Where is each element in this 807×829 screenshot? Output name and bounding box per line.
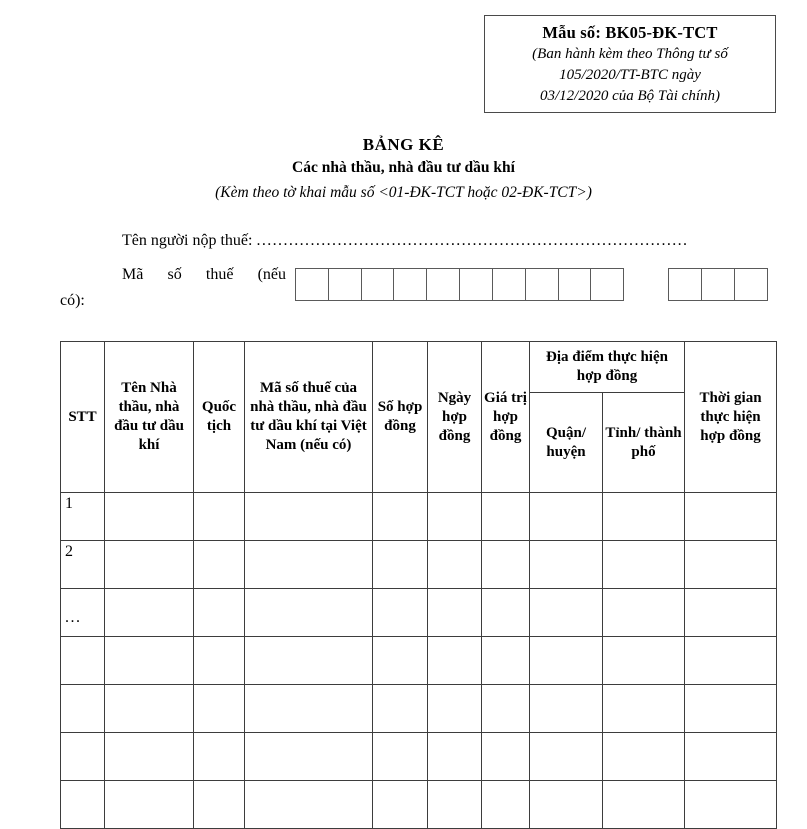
tax-code-cell-3[interactable]	[361, 268, 395, 301]
cell-nationality[interactable]	[194, 781, 245, 829]
column-header-contract-date: Ngày hợp đồng	[428, 342, 482, 493]
cell-contract-value[interactable]	[482, 637, 530, 685]
tax-code-cell-8[interactable]	[525, 268, 559, 301]
cell-tax-code-vn[interactable]	[245, 589, 373, 637]
cell-nationality[interactable]	[194, 637, 245, 685]
tax-code-boxes-suffix[interactable]	[668, 268, 766, 301]
cell-province[interactable]	[603, 493, 685, 541]
cell-stt[interactable]: 1	[61, 493, 105, 541]
cell-contract-number[interactable]	[373, 781, 428, 829]
tax-code-cell-7[interactable]	[492, 268, 526, 301]
cell-province[interactable]	[603, 733, 685, 781]
cell-province[interactable]	[603, 541, 685, 589]
cell-duration[interactable]	[685, 685, 777, 733]
cell-duration[interactable]	[685, 493, 777, 541]
cell-contractor-name[interactable]	[105, 733, 194, 781]
column-header-stt: STT	[61, 342, 105, 493]
column-header-duration: Thời gian thực hiện hợp đồng	[685, 342, 777, 493]
cell-contractor-name[interactable]	[105, 493, 194, 541]
cell-district[interactable]	[530, 781, 603, 829]
page-title-note: (Kèm theo tờ khai mẫu số <01-ĐK-TCT hoặc 02-ĐK-TCT>)	[215, 184, 592, 201]
cell-duration[interactable]	[685, 589, 777, 637]
column-header-province: Tỉnh/ thành phố	[603, 393, 685, 493]
tax-code-label-line-1: Mã số thuế (nếu	[122, 266, 286, 283]
cell-contract-date[interactable]	[428, 541, 482, 589]
column-header-nationality: Quốc tịch	[194, 342, 245, 493]
cell-contract-number[interactable]	[373, 541, 428, 589]
cell-contractor-name[interactable]	[105, 589, 194, 637]
cell-district[interactable]	[530, 637, 603, 685]
cell-district[interactable]	[530, 733, 603, 781]
cell-contract-number[interactable]	[373, 637, 428, 685]
cell-nationality[interactable]	[194, 493, 245, 541]
tax-code-cell-9[interactable]	[558, 268, 592, 301]
column-header-location-group: Địa điểm thực hiện hợp đồng	[530, 342, 685, 393]
cell-province[interactable]	[603, 589, 685, 637]
form-code-issue-line-1: (Ban hành kèm theo Thông tư số	[532, 46, 728, 62]
form-code-title: Mẫu số: BK05-ĐK-TCT	[542, 23, 718, 42]
cell-province[interactable]	[603, 685, 685, 733]
table-row	[61, 589, 777, 637]
taxpayer-name-input[interactable]: ................................................................................	[256, 232, 689, 249]
tax-code-cell-1[interactable]	[295, 268, 329, 301]
cell-contract-number[interactable]	[373, 493, 428, 541]
taxpayer-name-row	[122, 230, 689, 252]
cell-contractor-name[interactable]	[105, 781, 194, 829]
table-row	[61, 685, 777, 733]
tax-code-suffix-cell-3[interactable]	[734, 268, 768, 301]
cell-contract-number[interactable]	[373, 685, 428, 733]
cell-nationality[interactable]	[194, 685, 245, 733]
form-code-issue-line-3: 03/12/2020 của Bộ Tài chính)	[540, 88, 720, 104]
cell-stt[interactable]: 2	[61, 541, 105, 589]
cell-province[interactable]	[603, 781, 685, 829]
cell-contract-date[interactable]	[428, 781, 482, 829]
tax-code-cell-10[interactable]	[590, 268, 624, 301]
column-header-contract-value: Giá trị hợp đồng	[482, 342, 530, 493]
tax-code-cell-5[interactable]	[426, 268, 460, 301]
cell-tax-code-vn[interactable]	[245, 637, 373, 685]
cell-contractor-name[interactable]	[105, 541, 194, 589]
column-header-district: Quận/ huyện	[530, 393, 603, 493]
form-code-issue-line-2: 105/2020/TT-BTC ngày	[559, 67, 701, 83]
page-subtitle: Các nhà thầu, nhà đầu tư dầu khí	[292, 159, 515, 176]
table-header	[61, 342, 777, 493]
cell-contract-date[interactable]	[428, 637, 482, 685]
tax-code-cell-4[interactable]	[393, 268, 427, 301]
cell-tax-code-vn[interactable]	[245, 733, 373, 781]
column-header-contractor-name: Tên Nhà thầu, nhà đầu tư dầu khí	[105, 342, 194, 493]
table-row	[61, 637, 777, 685]
cell-contract-value[interactable]	[482, 733, 530, 781]
document-title-block	[0, 133, 807, 204]
cell-contractor-name[interactable]	[105, 637, 194, 685]
table-body	[61, 493, 777, 829]
tax-code-label	[60, 262, 286, 314]
tax-code-label-line-2: có):	[60, 292, 85, 309]
cell-contract-number[interactable]	[373, 733, 428, 781]
cell-duration[interactable]	[685, 781, 777, 829]
cell-province[interactable]	[603, 637, 685, 685]
tax-code-boxes-primary[interactable]	[295, 268, 623, 301]
cell-contract-date[interactable]	[428, 685, 482, 733]
cell-stt[interactable]	[61, 781, 105, 829]
cell-contract-number[interactable]	[373, 589, 428, 637]
cell-stt[interactable]: ...	[61, 589, 105, 637]
cell-contract-value[interactable]	[482, 493, 530, 541]
cell-contract-value[interactable]	[482, 589, 530, 637]
cell-tax-code-vn[interactable]	[245, 781, 373, 829]
cell-tax-code-vn[interactable]	[245, 685, 373, 733]
table-row	[61, 541, 777, 589]
table-row	[61, 733, 777, 781]
cell-nationality[interactable]	[194, 541, 245, 589]
cell-nationality[interactable]	[194, 589, 245, 637]
cell-district[interactable]	[530, 589, 603, 637]
cell-district[interactable]	[530, 493, 603, 541]
tax-code-suffix-cell-2[interactable]	[701, 268, 735, 301]
cell-contract-value[interactable]	[482, 685, 530, 733]
cell-stt[interactable]	[61, 685, 105, 733]
tax-code-cell-2[interactable]	[328, 268, 362, 301]
cell-district[interactable]	[530, 685, 603, 733]
cell-duration[interactable]	[685, 541, 777, 589]
cell-contract-value[interactable]	[482, 781, 530, 829]
cell-contract-date[interactable]	[428, 589, 482, 637]
table-row	[61, 781, 777, 829]
tax-code-cell-6[interactable]	[459, 268, 493, 301]
cell-contract-date[interactable]	[428, 733, 482, 781]
cell-contract-value[interactable]	[482, 541, 530, 589]
cell-duration[interactable]	[685, 733, 777, 781]
column-header-tax-code-vn: Mã số thuế của nhà thầu, nhà đầu tư dầu khí tại Việt Nam (nếu có)	[245, 342, 373, 493]
cell-contractor-name[interactable]	[105, 685, 194, 733]
cell-district[interactable]	[530, 541, 603, 589]
table-row	[61, 493, 777, 541]
cell-duration[interactable]	[685, 637, 777, 685]
cell-tax-code-vn[interactable]	[245, 541, 373, 589]
column-header-contract-number: Số hợp đồng	[373, 342, 428, 493]
cell-contract-date[interactable]	[428, 493, 482, 541]
table-header-row-1	[61, 342, 777, 393]
cell-nationality[interactable]	[194, 733, 245, 781]
cell-stt[interactable]	[61, 637, 105, 685]
cell-tax-code-vn[interactable]	[245, 493, 373, 541]
taxpayer-name-label: Tên người nộp thuế:	[122, 232, 253, 249]
tax-code-suffix-cell-1[interactable]	[668, 268, 702, 301]
form-code-box	[484, 15, 776, 113]
contractors-table	[60, 341, 777, 829]
cell-stt[interactable]	[61, 733, 105, 781]
page-title: BẢNG KÊ	[362, 135, 445, 154]
